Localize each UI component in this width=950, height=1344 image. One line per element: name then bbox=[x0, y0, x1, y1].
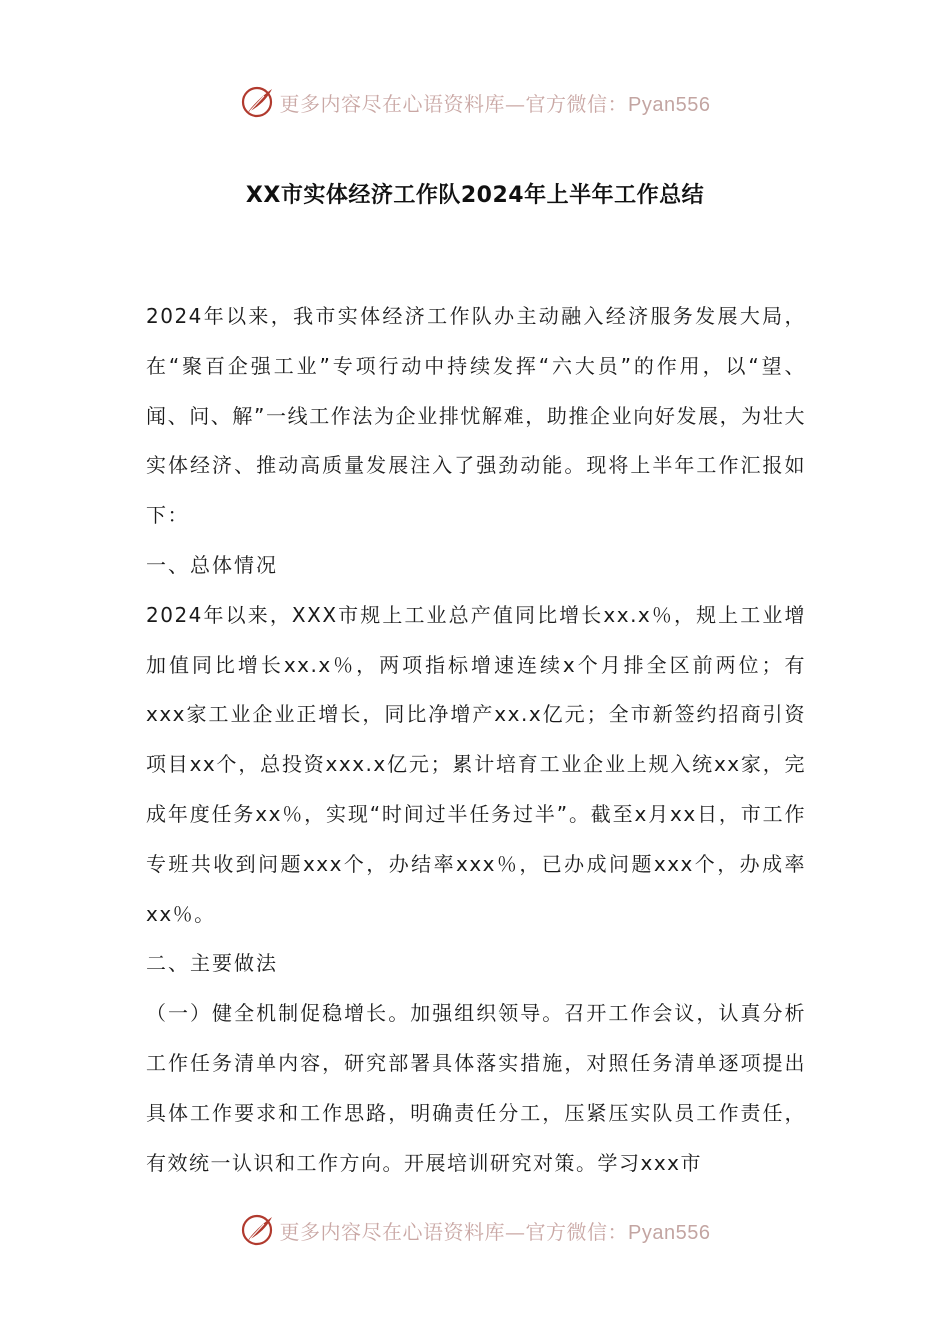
feather-pen-logo-icon bbox=[240, 84, 276, 120]
overview-paragraph: 2024年以来，XXX市规上工业总产值同比增长xx.x％，规上工业增加值同比增长xx.x％，两项指标增速连续x个月排全区前两位；有xxx家工业企业正增长，同比净增产xx.x亿元；全市新签约招商引资项目xx个，总投资xxx.x亿元；累计培育工业企业上规入统xx家，完成年度任务xx％，实现“时间过半任务过半”。截至x月xx日，市工作专班共收到问题xxx个，办结率xxx％，已办成问题xxx个，办成率xx％。 bbox=[146, 602, 806, 926]
watermark-footer bbox=[0, 1210, 950, 1250]
watermark-wechat-id: Pyan556 bbox=[628, 93, 711, 116]
watermark-header bbox=[0, 82, 950, 122]
watermark-text-cn: 更多内容尽在心语资料库—官方微信： bbox=[279, 91, 629, 116]
watermark-text bbox=[280, 1216, 711, 1245]
section-heading-practices: 二、主要做法 bbox=[146, 951, 278, 976]
watermark-text bbox=[280, 88, 711, 117]
feather-pen-logo-icon bbox=[240, 1212, 276, 1248]
intro-paragraph: 2024年以来，我市实体经济工作队办主动融入经济服务发展大局，在“聚百企强工业”专项行动中持续发挥“六大员”的作用，以“望、闻、问、解”一线工作法为企业排忧解难，助推企业向好发展，为壮大实体经济、推动高质量发展注入了强劲动能。现将上半年工作汇报如下： bbox=[146, 304, 806, 528]
section-heading-overview: 一、总体情况 bbox=[146, 552, 278, 577]
watermark-wechat-id: Pyan556 bbox=[628, 1221, 711, 1244]
document-title: XX市实体经济工作队2024年上半年工作总结 bbox=[245, 183, 705, 208]
document-body bbox=[146, 292, 806, 1188]
practices-paragraph: （一）健全机制促稳增长。加强组织领导。召开工作会议，认真分析工作任务清单内容，研究部署具体落实措施，对照任务清单逐项提出具体工作要求和工作思路，明确责任分工，压紧压实队员工作责任，有效统一认识和工作方向。开展培训研究对策。学习xxx市 bbox=[146, 1001, 806, 1175]
watermark-text-cn: 更多内容尽在心语资料库—官方微信： bbox=[279, 1219, 629, 1244]
